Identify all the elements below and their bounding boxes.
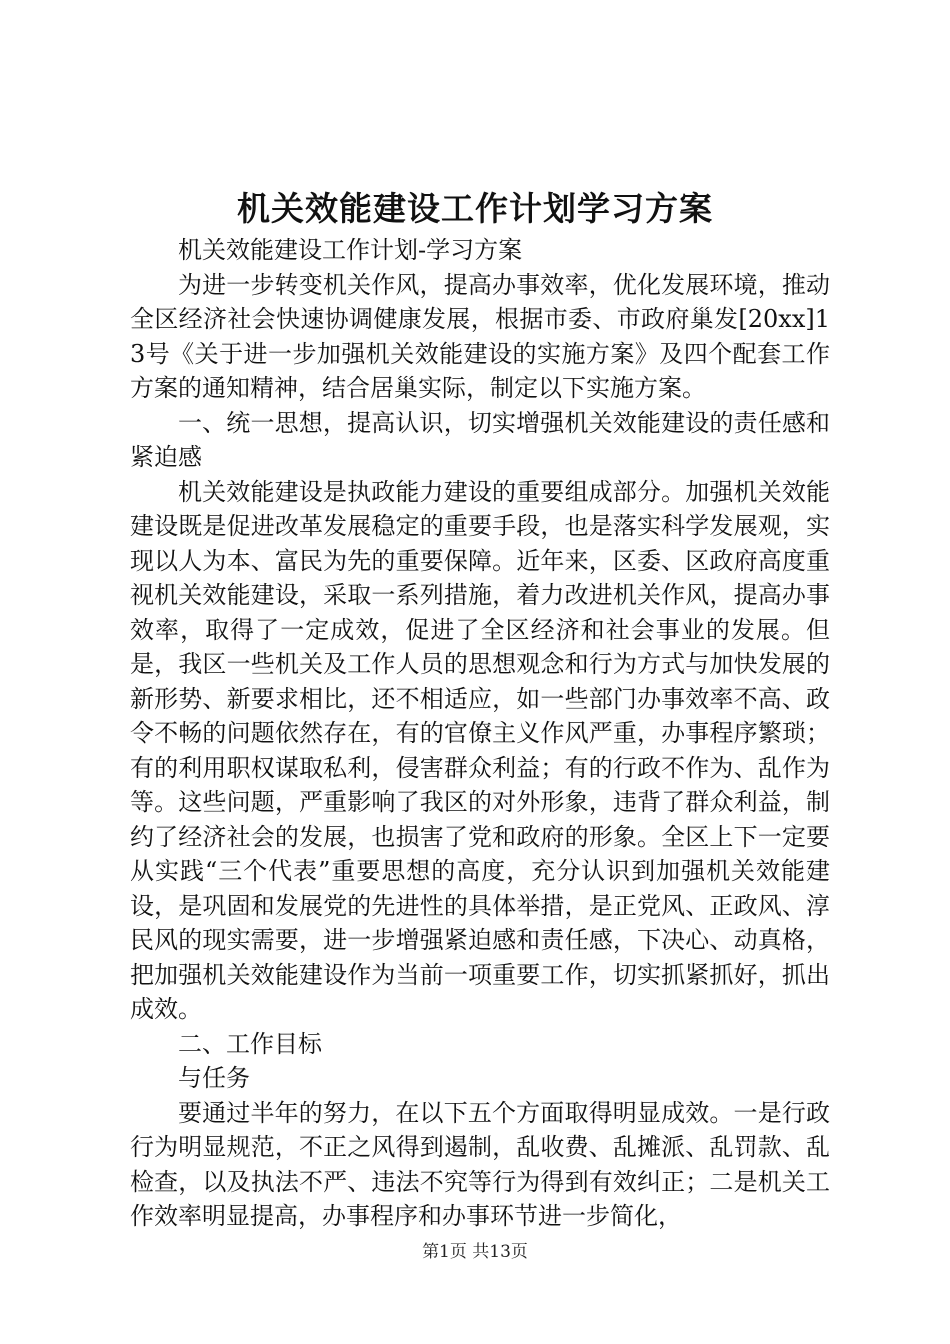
section-two-body: 要通过半年的努力，在以下五个方面取得明显成效。一是行政行为明显规范，不正之风得到遏制，乱收费、乱摊派、乱罚款、乱检查，以及执法不严、违法不究等行为得到有效纠正；二是机关工作效率明显提高，办事程序和办事环节进一步简化，: [130, 1098, 830, 1230]
section-two-heading: 二、工作目标: [178, 1029, 322, 1058]
page-footer: 第1页 共13页: [422, 1242, 528, 1262]
section-one-heading: 一、统一思想，提高认识，切实增强机关效能建设的责任感和紧迫感: [130, 408, 830, 471]
subtitle-paragraph: 机关效能建设工作计划-学习方案: [178, 236, 523, 264]
document-body: [130, 233, 830, 1234]
section-one-body: 机关效能建设是执政能力建设的重要组成部分。加强机关效能建设既是促进改革发展稳定的重要手段，也是落实科学发展观，实现以人为本、富民为先的重要保障。近年来，区委、区政府高度重视机关效能建设，采取一系列措施，着力改进机关作风，提高办事效率，取得了一定成效，促进了全区经济和社会事业的发展。但是，我区一些机关及工作人员的思想观念和行为方式与加快发展的新形势、新要求相比，还不相适应，如一些部门办事效率不高、政令不畅的问题依然存在，有的官僚主义作风严重，办事程序繁琐；有的利用职权谋取私利，侵害群众利益；有的行政不作为、乱作为等。这些问题，严重影响了我区的对外形象，违背了群众利益，制约了经济社会的发展，也损害了党和政府的形象。全区上下一定要从实践“三个代表”重要思想的高度，充分认识到加强机关效能建设，是巩固和发展党的先进性的具体举措，是正党风、正政风、淳民风的现实需要，进一步增强紧迫感和责任感，下决心、动真格，把加强机关效能建设作为当前一项重要工作，切实抓紧抓好，抓出成效。: [130, 477, 830, 1023]
intro-paragraph: 为进一步转变机关作风，提高办事效率，优化发展环境，推动全区经济社会快速协调健康发展，根据市委、市政府巢发[20xx]13号《关于进一步加强机关效能建设的实施方案》及四个配套工作方案的通知精神，结合居巢实际，制定以下实施方案。: [130, 270, 830, 402]
document-title: 机关效能建设工作计划学习方案: [237, 189, 713, 228]
section-two-heading-continuation: 与任务: [178, 1064, 250, 1092]
